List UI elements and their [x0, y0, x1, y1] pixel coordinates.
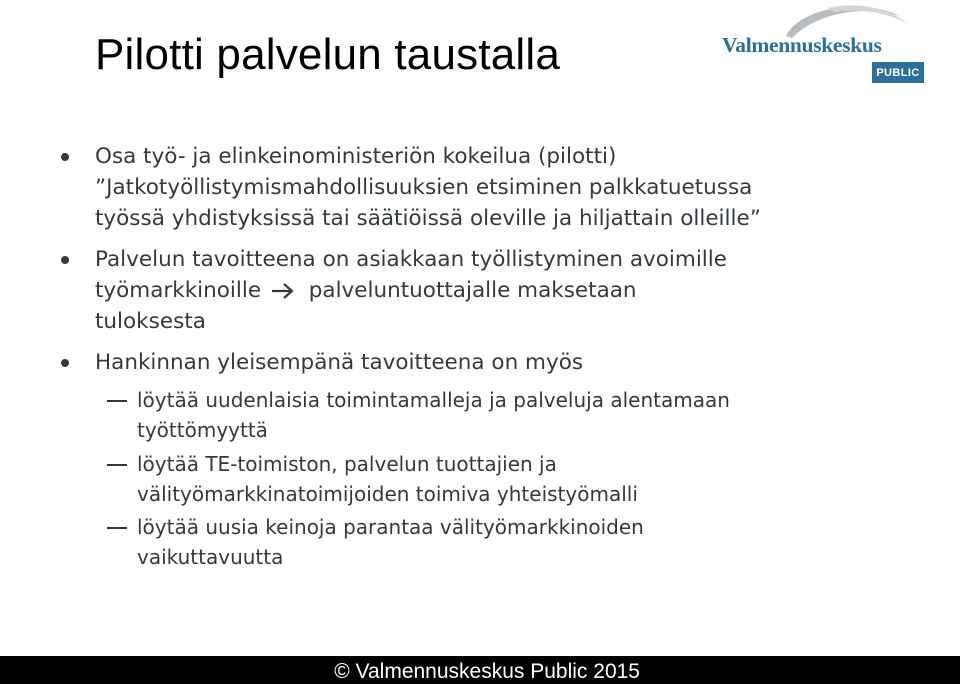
- dash-icon: [107, 527, 127, 529]
- right-arrow-icon: [270, 282, 296, 300]
- sub-bullet-text-line: vaikuttavuutta: [137, 545, 284, 569]
- footer-bar: [0, 656, 960, 684]
- bullet-item: [95, 244, 895, 337]
- bullet-text-line: [95, 275, 895, 306]
- bullet-text-line: työssä yhdistyksissä tai säätiöissä oleville ja hiljattain olleille”: [95, 206, 761, 231]
- sub-bullet-item: [137, 449, 897, 509]
- sub-bullet-text-line: löytää uudenlaisia toimintamalleja ja palveluja alentamaan: [137, 388, 730, 412]
- sub-bullet-text-line: löytää TE-toimiston, palvelun tuottajien ja: [137, 452, 557, 476]
- bullet-dot-icon: [61, 359, 69, 367]
- sub-bullet-item: [137, 512, 897, 572]
- sub-bullet-text-line: löytää uusia keinoja parantaa välityömarkkinoiden: [137, 515, 644, 539]
- bullet-dot-icon: [61, 153, 69, 161]
- footer-copyright: © Valmennuskeskus Public 2015: [334, 660, 640, 683]
- bullet-text-segment: palveluntuottajalle maksetaan: [308, 278, 637, 303]
- sub-bullet-item: [137, 385, 897, 445]
- bullet-item: [95, 347, 895, 378]
- slide-title: Pilotti palvelun taustalla: [95, 30, 561, 79]
- logo-badge: PUBLIC: [872, 62, 924, 83]
- bullet-text-line: Hankinnan yleisempänä tavoitteena on myös: [95, 350, 584, 375]
- bullet-dot-icon: [61, 256, 69, 264]
- bullet-item: [95, 141, 895, 234]
- sub-bullet-text-line: välityömarkkinatoimijoiden toimiva yhteistyömalli: [137, 482, 638, 506]
- sub-bullet-text-line: työttömyyttä: [137, 418, 268, 442]
- bullet-text-segment: työmarkkinoille: [95, 278, 262, 303]
- bullet-text-line: tuloksesta: [95, 309, 206, 334]
- bullet-text-line: Osa työ- ja elinkeinoministeriön kokeilua (pilotti): [95, 144, 617, 169]
- dash-icon: [107, 400, 127, 402]
- logo: [718, 2, 928, 86]
- dash-icon: [107, 464, 127, 466]
- bullet-text-line: ”Jatkotyöllistymismahdollisuuksien etsiminen palkkatuetussa: [95, 175, 753, 200]
- logo-name: Valmennuskeskus: [722, 33, 882, 57]
- bullet-text-line: Palvelun tavoitteena on asiakkaan työllistyminen avoimille: [95, 247, 727, 272]
